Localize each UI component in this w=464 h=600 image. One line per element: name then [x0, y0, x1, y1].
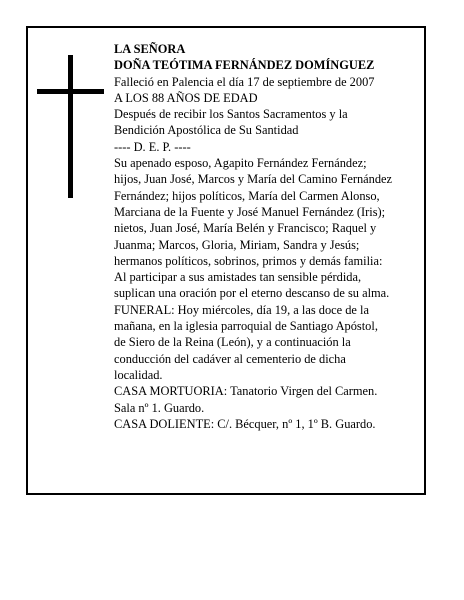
cross-icon-bar — [37, 89, 104, 94]
family-line: Su apenado esposo, Agapito Fernández Fernández; — [114, 156, 367, 171]
sacraments-line: Bendición Apostólica de Su Santidad — [114, 123, 299, 138]
prayer-line: suplican una oración por el eterno descanso de su alma. — [114, 286, 390, 301]
funeral-line: FUNERAL: Hoy miércoles, día 19, a las doce de la — [114, 302, 369, 317]
funeral-paragraph — [114, 302, 426, 383]
family-line: hijos, Juan José, Marcos y María del Camino Fernández — [114, 172, 393, 187]
funeral-line: mañana, en la iglesia parroquial de Santiago Apóstol, — [114, 319, 378, 334]
rip-line: ---- D. E. P. ---- — [114, 139, 191, 154]
sacraments-paragraph — [114, 106, 426, 139]
mortuary-line: Sala nº 1. Guardo. — [114, 400, 205, 415]
mourning-house-line: CASA DOLIENTE: C/. Bécquer, nº 1, 1º B. Guardo. — [114, 416, 376, 431]
age-line: A LOS 88 AÑOS DE EDAD — [114, 90, 258, 105]
deceased-name: DOÑA TEÓTIMA FERNÁNDEZ DOMÍNGUEZ — [114, 58, 375, 73]
family-line: Fernández; hijos políticos, María del Carmen Alonso, — [114, 188, 380, 203]
funeral-line: localidad. — [114, 367, 163, 382]
mortuary-paragraph — [114, 383, 426, 416]
prayer-paragraph — [114, 269, 426, 302]
obituary-text — [114, 41, 426, 432]
family-line: nietos, Juan José, María Belén y Francisco; Raquel y — [114, 221, 377, 236]
prayer-line: Al participar a sus amistades tan sensible pérdida, — [114, 270, 362, 285]
family-line: Marciana de la Fuente y José Manuel Fernández (Iris); — [114, 204, 386, 219]
sacraments-line: Después de recibir los Santos Sacramentos y la — [114, 107, 348, 122]
cross-icon — [68, 55, 73, 198]
death-line: Falleció en Palencia el día 17 de septiembre de 2007 — [114, 74, 375, 89]
family-line: hermanos políticos, sobrinos, primos y demás familia: — [114, 253, 383, 268]
obituary-notice — [26, 26, 426, 495]
funeral-line: conducción del cadáver al cementerio de dicha — [114, 351, 346, 366]
funeral-line: de Siero de la Reina (León), y a continuación la — [114, 335, 351, 350]
mortuary-line: CASA MORTUORIA: Tanatorio Virgen del Carmen. — [114, 384, 378, 399]
family-paragraph — [114, 155, 426, 269]
family-line: Juanma; Marcos, Gloria, Miriam, Sandra y Jesús; — [114, 237, 360, 252]
notice-title: LA SEÑORA — [114, 42, 186, 56]
